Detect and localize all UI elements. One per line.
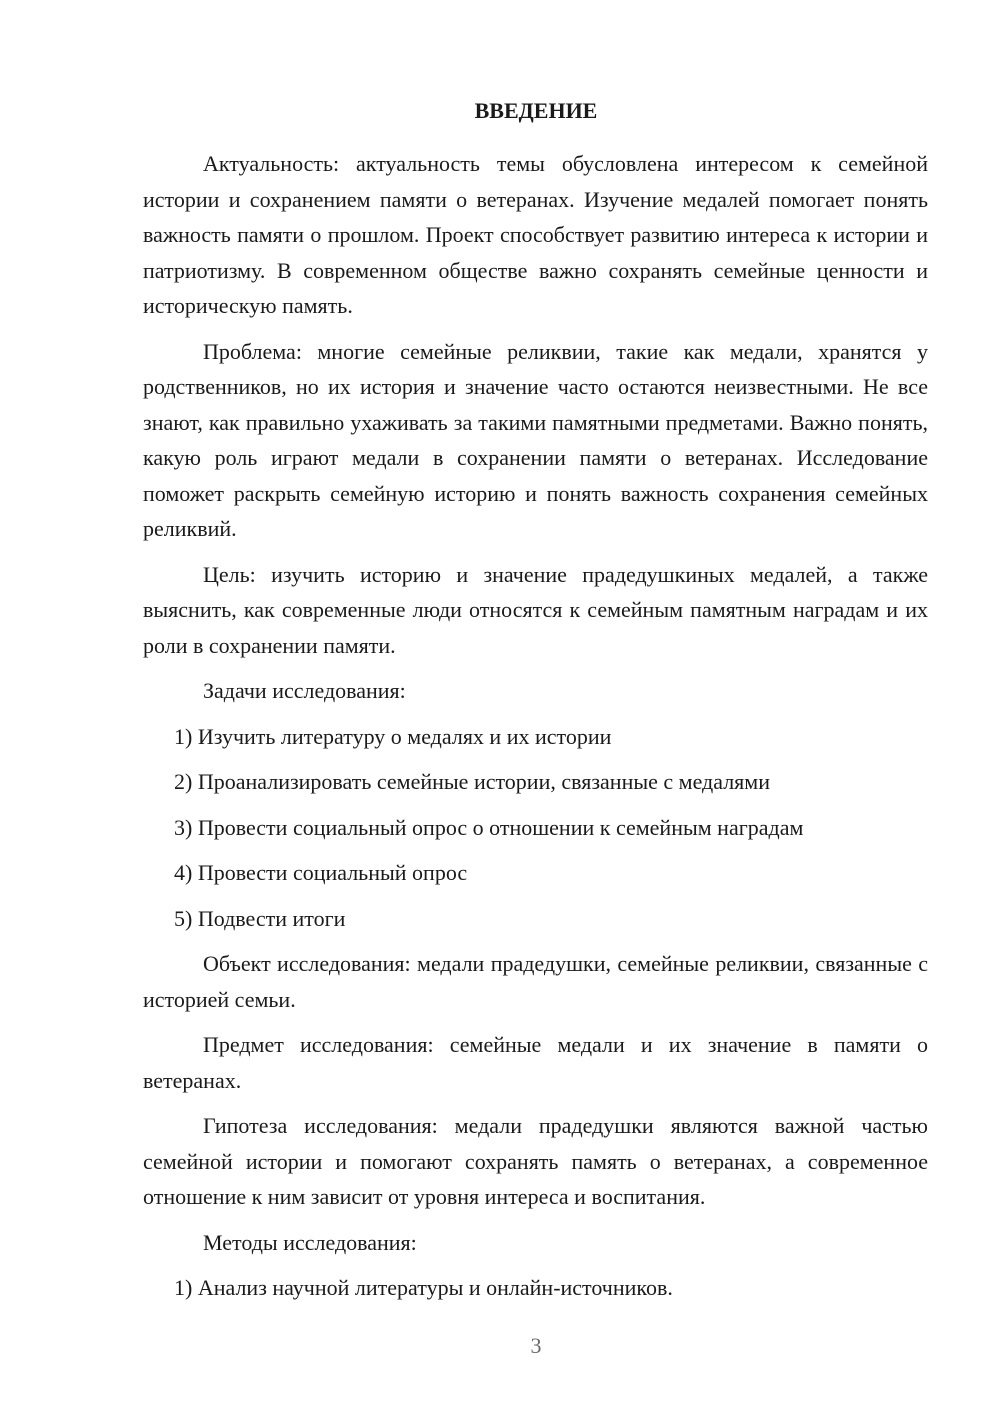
list-item: 4) Провести социальный опрос	[174, 860, 468, 885]
tasks-heading: Задачи исследования:	[203, 678, 406, 703]
methods-list	[143, 1270, 928, 1306]
object-paragraph: Объект исследования: медали прадедушки, семейные реликвии, связанные с историей семьи.	[143, 951, 928, 1012]
goal-paragraph: Цель: изучить историю и значение прадедушкиных медалей, а также выяснить, как современные люди относятся к семейным памятным наградам и их роли в сохранении памяти.	[143, 561, 928, 658]
list-item: 1) Анализ научной литературы и онлайн-источников.	[174, 1275, 673, 1300]
document-body	[143, 146, 928, 1316]
list-item: 5) Подвести итоги	[174, 905, 346, 931]
hypothesis-paragraph: Гипотеза исследования: медали прадедушки являются важной частью семейной истории и помогают сохранять память о ветеранах, а современное отношение к ним зависит от уровня интереса и воспитания.	[143, 1113, 928, 1209]
relevance-paragraph: Актуальность: актуальность темы обусловлена интересом к семейной истории и сохранением памяти о ветеранах. Изучение медалей помогает понять важность памяти о прошлом. Проект способствует развитию интереса к истории и патриотизму. В современном обществе важно сохранять семейные ценности и историческую память.	[143, 151, 928, 318]
subject-paragraph: Предмет исследования: семейные медали и их значение в памяти о ветеранах.	[143, 1032, 928, 1093]
page-number: 3	[530, 1333, 542, 1358]
problem-paragraph: Проблема: многие семейные реликвии, такие как медали, хранятся у родственников, но их история и значение часто остаются неизвестными. Не все знают, как правильно ухаживать за такими памятными предметами. Важно понять, какую роль играют медали в сохранении памяти о ветеранах. Исследование поможет раскрыть семейную историю и понять важность сохранения семейных реликвий.	[143, 338, 928, 541]
page-title: ВВЕДЕНИЕ	[474, 98, 598, 123]
list-item: 1) Изучить литературу о медалях и их истории	[174, 723, 612, 749]
list-item: 3) Провести социальный опрос о отношении к семейным наградам	[174, 814, 804, 840]
list-item: 2) Проанализировать семейные истории, связанные с медалями	[174, 769, 770, 794]
tasks-list	[143, 719, 928, 937]
methods-heading: Методы исследования:	[203, 1229, 417, 1255]
